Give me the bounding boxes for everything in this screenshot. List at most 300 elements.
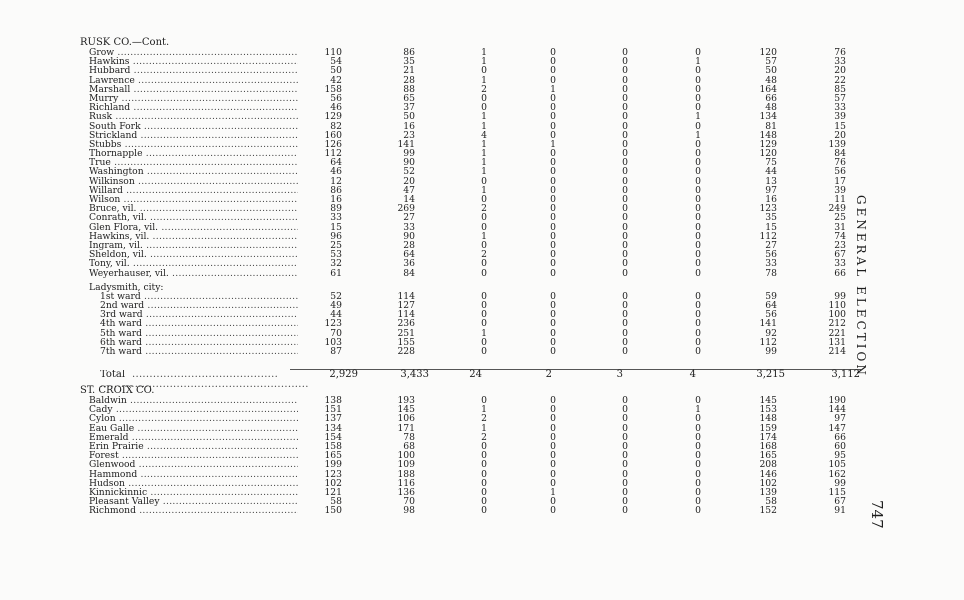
vote-count: 100 [397,450,415,462]
vote-count: 85 [834,83,846,95]
vote-count: 88 [403,83,415,95]
rusk-rows [80,48,860,278]
table-row [80,506,860,515]
total-value: 3,112 [831,369,860,380]
vote-count: 190 [828,395,846,406]
table-row [80,433,860,442]
vote-count: 16 [330,194,342,205]
table-row [80,223,860,232]
vote-count: 1 [481,138,487,150]
vote-count: 27 [765,239,777,251]
vote-count: 50 [403,111,415,123]
row-label: Emerald ..... [89,433,298,442]
row-label: Baldwin ..... [89,396,298,405]
table-row [80,338,860,347]
vote-count: 68 [403,440,415,452]
vote-count: 0 [481,395,487,406]
vote-count: 92 [765,327,777,339]
vote-count: 164 [759,83,777,95]
vote-count: 150 [324,505,342,517]
vote-count: 0 [550,166,556,178]
vote-count: 81 [765,120,777,132]
vote-count: 0 [695,47,701,58]
vote-count: 89 [330,203,342,215]
vote-count: 100 [828,309,846,321]
vote-count: 0 [481,239,487,251]
table-row [80,301,860,310]
vote-count: 110 [828,300,846,312]
vote-count: 1 [695,56,701,68]
vote-count: 114 [397,309,415,321]
vote-count: 0 [695,422,701,434]
vote-count: 52 [403,166,415,178]
vote-count: 0 [481,92,487,104]
vote-count: 70 [330,327,342,339]
table-row [80,57,860,66]
vote-count: 0 [550,203,556,215]
row-label: Thornapple ..... [89,149,298,158]
vote-count: 147 [828,422,846,434]
vote-count: 0 [550,404,556,416]
vote-count: 154 [324,431,342,443]
vote-count: 106 [397,413,415,425]
table-row [80,310,860,319]
vote-count: 0 [550,431,556,443]
vote-count: 0 [550,309,556,321]
vote-count: 1 [550,486,556,498]
vote-count: 1 [481,56,487,68]
vote-count: 0 [550,300,556,312]
row-label: 4th ward ..... [100,319,298,328]
vote-count: 153 [759,404,777,416]
total-label: Total ..... [100,370,309,390]
vote-count: 0 [550,230,556,242]
vote-count: 249 [828,203,846,215]
vote-count: 66 [765,92,777,104]
vote-count: 0 [622,221,628,233]
row-label: Bruce, vil. ..... [89,204,298,213]
vote-count: 56 [834,166,846,178]
vote-count: 0 [695,395,701,406]
vote-count: 0 [622,175,628,187]
vote-count: 0 [695,336,701,348]
vote-count: 86 [330,184,342,196]
vote-count: 33 [330,212,342,224]
vote-count: 99 [834,290,846,302]
vote-count: 0 [622,258,628,270]
vote-count: 15 [765,221,777,233]
vote-count: 129 [759,138,777,150]
row-label: 6th ward ..... [100,338,298,347]
table-row [80,424,860,433]
vote-count: 0 [550,120,556,132]
vote-count: 59 [765,290,777,302]
row-label: Hudson ..... [89,479,298,488]
vote-count: 47 [403,184,415,196]
vote-count: 0 [622,477,628,489]
row-label: Eau Galle ..... [89,424,298,433]
vote-count: 0 [622,166,628,178]
vote-count: 84 [834,148,846,160]
vote-count: 86 [403,47,415,58]
vote-count: 33 [834,56,846,68]
vote-count: 0 [695,194,701,205]
table-row [80,149,860,158]
vote-count: 0 [550,267,556,279]
vote-count: 0 [695,496,701,508]
vote-count: 25 [834,212,846,224]
vote-count: 1 [481,157,487,169]
vote-count: 228 [397,346,415,357]
table-row [80,66,860,75]
vote-count: 33 [765,258,777,270]
table-row [80,470,860,479]
vote-count: 0 [550,440,556,452]
table-row [80,479,860,488]
vote-count: 251 [397,327,415,339]
total-value: 24 [469,369,482,380]
table-row [80,347,860,356]
vote-count: 112 [759,336,777,348]
vote-count: 0 [695,74,701,86]
table-row [80,140,860,149]
table-row [80,292,860,301]
vote-count: 165 [759,450,777,462]
county-title-rusk: RUSK CO.—Cont. [80,37,170,48]
vote-count: 0 [550,422,556,434]
vote-count: 0 [622,267,628,279]
vote-count: 82 [330,120,342,132]
vote-count: 120 [759,47,777,58]
vote-count: 16 [403,120,415,132]
row-label: Marshall ..... [89,85,298,94]
vote-count: 50 [330,65,342,77]
vote-count: 0 [622,157,628,169]
row-label: Murry ..... [89,94,298,103]
vote-count: 0 [481,468,487,480]
vote-count: 168 [759,440,777,452]
vote-count: 0 [550,468,556,480]
vote-count: 0 [550,346,556,357]
page-number: 747 [868,500,886,529]
vote-count: 158 [324,83,342,95]
vote-count: 20 [834,65,846,77]
table-row [80,158,860,167]
vote-count: 0 [695,203,701,215]
vote-count: 148 [759,129,777,141]
vote-count: 0 [622,468,628,480]
vote-count: 22 [834,74,846,86]
vote-count: 52 [330,290,342,302]
vote-count: 0 [550,477,556,489]
total-value: 2 [545,369,552,380]
vote-count: 0 [481,346,487,357]
vote-count: 0 [550,111,556,123]
vote-count: 0 [622,194,628,205]
vote-count: 0 [550,148,556,160]
vote-count: 0 [481,486,487,498]
vote-count: 0 [550,318,556,330]
vote-count: 0 [622,505,628,517]
vote-count: 76 [834,47,846,58]
vote-count: 152 [759,505,777,517]
vote-count: 39 [834,184,846,196]
vote-count: 0 [695,249,701,261]
vote-count: 160 [324,129,342,141]
vote-count: 165 [324,450,342,462]
row-label: Hammond ..... [89,470,298,479]
vote-count: 66 [834,267,846,279]
vote-count: 0 [481,65,487,77]
vote-count: 4 [481,129,487,141]
row-label: 2nd ward ..... [100,301,298,310]
vote-count: 0 [550,249,556,261]
vote-count: 1 [481,166,487,178]
vote-count: 0 [622,336,628,348]
running-head: GENERAL ELECTION [854,195,868,378]
vote-count: 0 [622,309,628,321]
vote-count: 91 [834,505,846,517]
vote-count: 67 [834,496,846,508]
vote-count: 0 [695,148,701,160]
vote-count: 53 [330,249,342,261]
vote-count: 115 [828,486,846,498]
vote-count: 141 [397,138,415,150]
vote-count: 0 [622,83,628,95]
rusk-county-section [80,38,860,356]
vote-count: 76 [834,157,846,169]
vote-count: 0 [481,102,487,114]
table-row [80,76,860,85]
vote-count: 90 [403,230,415,242]
vote-count: 102 [759,477,777,489]
table-row [80,329,860,338]
vote-count: 0 [481,267,487,279]
vote-count: 0 [550,505,556,517]
vote-count: 0 [622,404,628,416]
vote-count: 13 [765,175,777,187]
table-row [80,94,860,103]
vote-count: 155 [397,336,415,348]
vote-count: 0 [695,175,701,187]
vote-count: 212 [828,318,846,330]
vote-count: 20 [403,175,415,187]
vote-count: 0 [481,258,487,270]
table-row [80,85,860,94]
vote-count: 0 [481,505,487,517]
vote-count: 2 [481,413,487,425]
vote-count: 0 [622,230,628,242]
row-label: South Fork ..... [89,122,298,131]
vote-count: 112 [759,230,777,242]
vote-count: 1 [481,74,487,86]
table-row [80,442,860,451]
vote-count: 0 [550,258,556,270]
row-label: Ingram, vil. ..... [89,241,298,250]
vote-count: 60 [834,440,846,452]
vote-count: 0 [550,194,556,205]
vote-count: 269 [397,203,415,215]
vote-count: 0 [550,129,556,141]
vote-count: 0 [695,505,701,517]
vote-count: 0 [622,102,628,114]
table-row [80,213,860,222]
vote-count: 0 [695,327,701,339]
vote-count: 0 [622,129,628,141]
vote-count: 139 [828,138,846,150]
table-row [80,204,860,213]
table-row [80,405,860,414]
vote-count: 64 [765,300,777,312]
vote-count: 98 [403,505,415,517]
vote-count: 1 [550,138,556,150]
vote-count: 0 [695,440,701,452]
vote-count: 95 [834,450,846,462]
row-label: Tony, vil. ..... [89,259,298,268]
vote-count: 0 [481,440,487,452]
vote-count: 99 [765,346,777,357]
city-heading-row [80,283,860,292]
vote-count: 0 [622,148,628,160]
vote-count: 20 [834,129,846,141]
vote-count: 0 [695,468,701,480]
row-label: Rusk ..... [89,112,298,121]
vote-count: 97 [765,184,777,196]
vote-count: 0 [550,92,556,104]
vote-count: 1 [481,120,487,132]
vote-count: 0 [622,92,628,104]
vote-count: 0 [481,290,487,302]
vote-count: 0 [622,395,628,406]
vote-count: 1 [481,111,487,123]
total-value: 3 [616,369,623,380]
vote-count: 0 [695,230,701,242]
vote-count: 0 [695,83,701,95]
vote-count: 0 [622,56,628,68]
vote-count: 0 [695,300,701,312]
vote-count: 56 [765,309,777,321]
vote-count: 0 [695,318,701,330]
vote-count: 0 [695,120,701,132]
row-label: Erin Prairie ..... [89,442,298,451]
vote-count: 0 [550,56,556,68]
vote-count: 21 [403,65,415,77]
row-label: Strickland ..... [89,131,298,140]
vote-count: 105 [828,459,846,471]
vote-count: 0 [695,212,701,224]
vote-count: 138 [324,395,342,406]
vote-count: 46 [330,166,342,178]
vote-count: 0 [550,175,556,187]
vote-count: 15 [330,221,342,233]
vote-count: 0 [695,157,701,169]
vote-count: 116 [397,477,415,489]
vote-count: 28 [403,239,415,251]
vote-count: 199 [324,459,342,471]
table-row [80,319,860,328]
vote-count: 96 [330,230,342,242]
row-label: Weyerhauser, vil. ..... [89,269,298,278]
vote-count: 1 [481,422,487,434]
table-row [80,241,860,250]
vote-count: 0 [695,92,701,104]
row-label: 3rd ward ..... [100,310,298,319]
vote-count: 109 [397,459,415,471]
vote-count: 0 [481,477,487,489]
table-row [80,131,860,140]
vote-count: 0 [622,138,628,150]
table-row [80,488,860,497]
vote-count: 56 [765,249,777,261]
vote-count: 2 [481,203,487,215]
vote-count: 74 [834,230,846,242]
vote-count: 0 [481,212,487,224]
vote-count: 1 [695,129,701,141]
vote-count: 103 [324,336,342,348]
vote-count: 97 [834,413,846,425]
vote-count: 0 [481,318,487,330]
vote-count: 0 [550,74,556,86]
vote-count: 145 [397,404,415,416]
row-label: Cylon ..... [89,414,298,423]
row-label: Willard ..... [89,186,298,195]
vote-count: 33 [834,102,846,114]
vote-count: 0 [622,120,628,132]
vote-count: 78 [403,431,415,443]
vote-count: 23 [834,239,846,251]
vote-count: 1 [481,184,487,196]
vote-count: 136 [397,486,415,498]
vote-count: 58 [330,496,342,508]
vote-count: 1 [481,148,487,160]
row-label: Sheldon, vil. ..... [89,250,298,259]
vote-count: 0 [550,327,556,339]
table-row [80,460,860,469]
vote-count: 90 [403,157,415,169]
vote-count: 0 [481,336,487,348]
table-row [80,48,860,57]
total-row [80,370,860,380]
vote-count: 64 [330,157,342,169]
vote-count: 134 [324,422,342,434]
vote-count: 32 [330,258,342,270]
vote-count: 31 [834,221,846,233]
vote-count: 121 [324,486,342,498]
row-label: Richland ..... [89,103,298,112]
vote-count: 193 [397,395,415,406]
vote-count: 0 [550,102,556,114]
vote-count: 0 [550,239,556,251]
vote-count: 75 [765,157,777,169]
st-croix-rows [80,396,860,515]
vote-count: 61 [330,267,342,279]
ladysmith-wards [80,292,860,356]
vote-count: 2 [481,83,487,95]
vote-count: 17 [834,175,846,187]
vote-count: 162 [828,468,846,480]
vote-count: 44 [330,309,342,321]
table-row [80,250,860,259]
vote-count: 44 [765,166,777,178]
vote-count: 0 [622,65,628,77]
vote-count: 0 [695,309,701,321]
row-label: Glen Flora, vil. ..... [89,223,298,232]
row-label: Stubbs ..... [89,140,298,149]
vote-count: 0 [622,300,628,312]
vote-count: 0 [550,212,556,224]
row-label: Lawrence ..... [89,76,298,85]
vote-count: 0 [481,194,487,205]
